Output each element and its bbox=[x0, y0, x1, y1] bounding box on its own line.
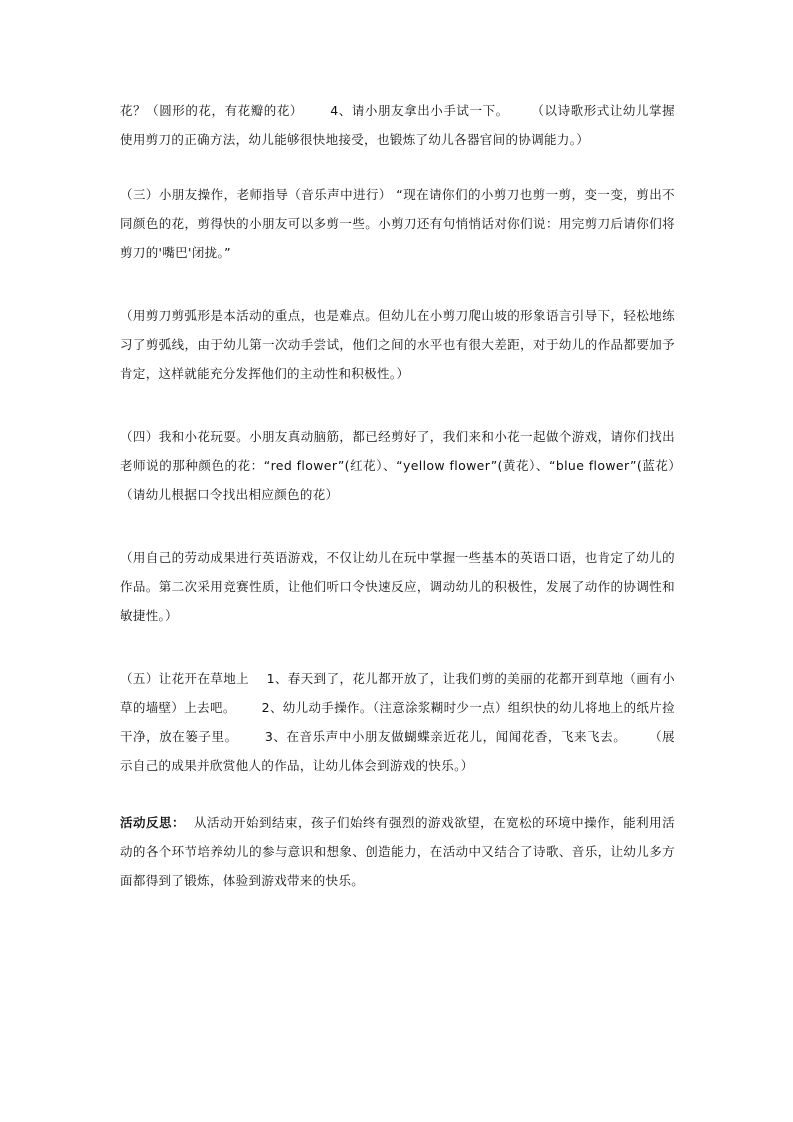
paragraph-step-three: （三）小朋友操作，老师指导（音乐声中进行） “现在请你们的小剪刀也剪一剪，变一变，剪出不同颜色的花，剪得快的小朋友可以多剪一些。小剪刀还有句悄悄话对你们说：用完剪刀后请你们将剪刀的'嘴巴'闭拢。” bbox=[120, 187, 675, 260]
document-page bbox=[120, 96, 675, 895]
paragraph-reflection bbox=[120, 808, 675, 895]
reflection-text: 从活动开始到结束，孩子们始终有强烈的游戏欲望，在宽松的环境中操作，能利用活动的各个环节培养幼儿的参与意识和想象、创造能力，在活动中又结合了诗歌、音乐，让幼儿多方面都得到了锻炼，体验到游戏带来的快乐。 bbox=[120, 815, 675, 888]
paragraph-step-five: （五）让花开在草地上 1、春天到了，花儿都开放了，让我们剪的美丽的花都开到草地（画有小草的墙壁）上去吧。 2、幼儿动手操作。（注意涂浆糊时少一点）组织快的幼儿将地上的纸片捡干净，放在篓子里。 3、在音乐声中小朋友做蝴蝶亲近花儿，闻闻花香，飞来飞去。 （展示自己的成果并欣赏他人的作品，让幼儿体会到游戏的快乐。） bbox=[120, 671, 675, 773]
paragraph-step-three-note: （用剪刀剪弧形是本活动的重点，也是难点。但幼儿在小剪刀爬山坡的形象语言引导下，轻松地练习了剪弧线，由于幼儿第一次动手尝试，他们之间的水平也有很大差距，对于幼儿的作品都要加予肯定，这样就能充分发挥他们的主动性和积极性。） bbox=[120, 308, 675, 381]
paragraph-scissors-poem: 花？（圆形的花，有花瓣的花） 4、请小朋友拿出小手试一下。 （以诗歌形式让幼儿掌握使用剪刀的正确方法，幼儿能够很快地接受，也锻炼了幼儿各器官间的协调能力。） bbox=[120, 103, 675, 147]
paragraph-step-four-note: （用自己的劳动成果进行英语游戏，不仅让幼儿在玩中掌握一些基本的英语口语，也肯定了幼儿的作品。第二次采用竞赛性质，让他们听口令快速反应，调动幼儿的积极性，发展了动作的协调性和敏捷性。） bbox=[120, 550, 675, 623]
paragraph-step-four: （四）我和小花玩耍。小朋友真动脑筋，都已经剪好了，我们来和小花一起做个游戏，请你们找出老师说的那种颜色的花：“red flower”(红花）、“yellow flower”(黄花）、“blue flower”(蓝花）（请幼儿根据口令找出相应颜色的花） bbox=[120, 429, 675, 502]
reflection-label: 活动反思： bbox=[120, 815, 186, 830]
